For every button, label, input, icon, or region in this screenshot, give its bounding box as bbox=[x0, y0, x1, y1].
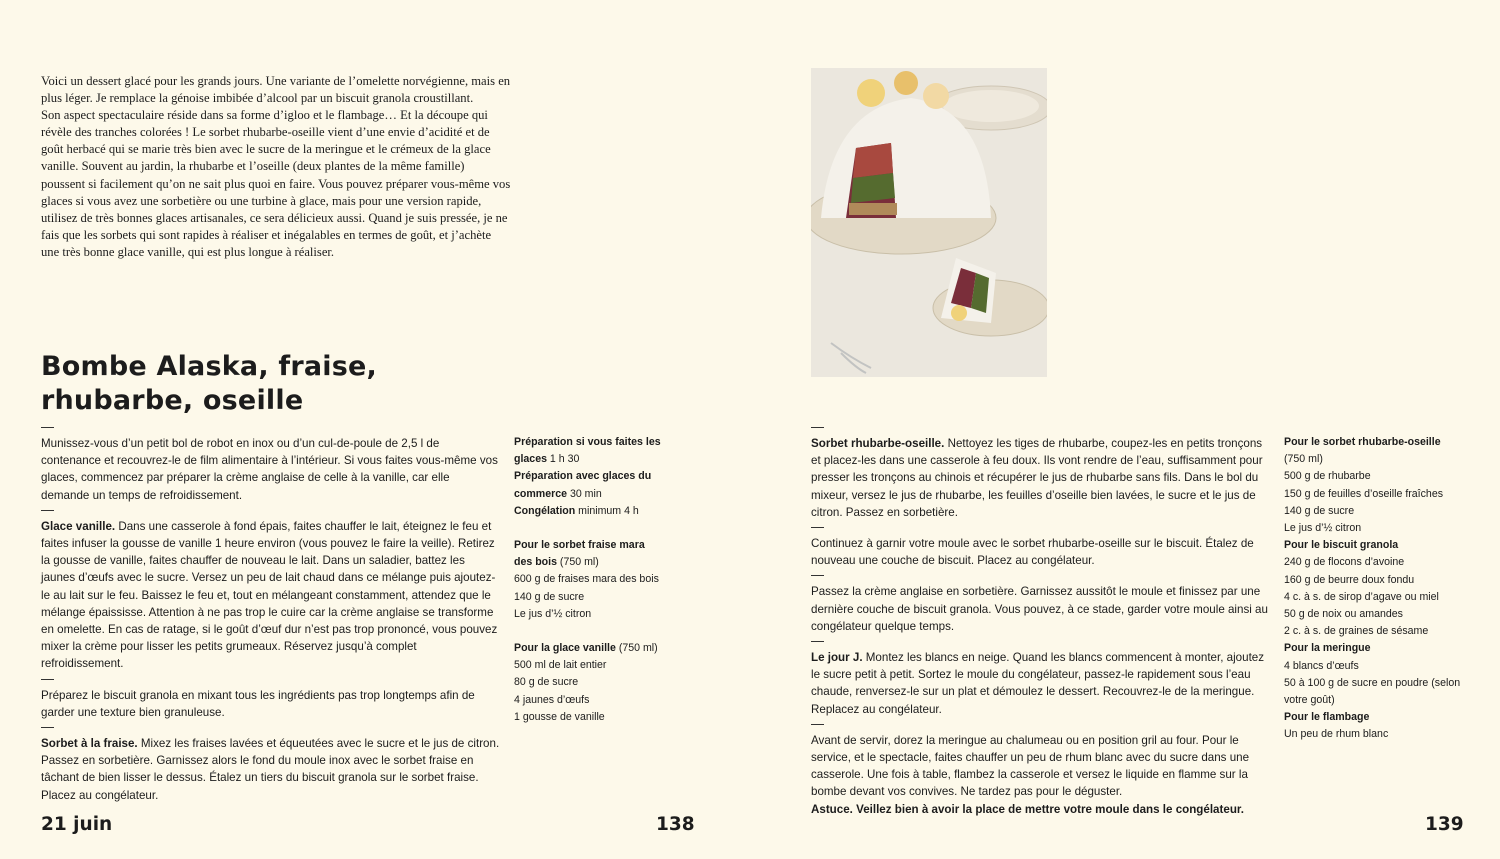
ingredient-item: 80 g de sucre bbox=[514, 676, 579, 689]
ingredient-item: 150 g de feuilles d’oseille fraîches bbox=[1284, 487, 1444, 500]
ingredient-item: Le jus d’½ citron bbox=[514, 607, 592, 620]
ingredient-item: 600 g de fraises mara des bois bbox=[514, 573, 659, 586]
ingredient-item: 50 à 100 g de sucre en poudre (selon votre goût) bbox=[1284, 676, 1461, 707]
ingredient-qty: (750 ml) bbox=[1284, 453, 1323, 466]
intro-paragraph-2: Son aspect spectaculaire réside dans sa forme d’igloo et le flambage… Et la découpe qui révèle des tranches colorées ! Le sorbet rhubarbe-oseille vient d’une envie d’acidité et de goût herbacé qui se marie très bien avec le sucre de la meringue et le crémeux de la glace vanille. Souvent au jardin, la rhubarbe et l’oseille (deux plantes de la même famille) poussent si facilement qu’on ne sait plus quoi en faire. Vous pouvez préparer vous-même vos glaces si vous avez une sorbetière ou une turbine à glace, mais pour une version rapide, utilisez de très bonnes glaces artisanales, ce sera délicieux aussi. Quand je suis pressée, je ne fais que les sorbets qui sont rapides à réaliser et inégalables en termes de goût, et j’achète une très bonne glace vanille, qui est plus longue à réaliser. bbox=[41, 108, 511, 259]
step-vanilla bbox=[41, 518, 501, 673]
label: Préparation si vous faites les glaces bbox=[514, 436, 661, 466]
ingredient-group-rhubarbe bbox=[1284, 434, 1474, 451]
step-heading: Glace vanille. bbox=[41, 519, 116, 533]
intro-text bbox=[41, 73, 511, 261]
left-steps bbox=[41, 421, 501, 804]
ingredient-item: 2 c. à s. de graines de sésame bbox=[1284, 625, 1429, 638]
value: (750 ml) bbox=[556, 556, 599, 569]
label: Pour la glace vanille bbox=[514, 642, 616, 655]
step-heading: Sorbet à la fraise. bbox=[41, 737, 138, 751]
ingredient-item: 140 g de sucre bbox=[1284, 504, 1355, 517]
right-steps bbox=[811, 421, 1273, 818]
ingredient-item: 4 c. à s. de sirop d’agave ou miel bbox=[1284, 590, 1439, 603]
label: Pour le flambage bbox=[1284, 711, 1370, 724]
freeze-time bbox=[514, 503, 664, 520]
divider bbox=[41, 727, 54, 728]
label: Congélation bbox=[514, 504, 576, 517]
value: 1 h 30 bbox=[546, 453, 580, 466]
divider bbox=[41, 510, 54, 511]
intro-paragraph-1: Voici un dessert glacé pour les grands jours. Une variante de l’omelette norvégienne, mais en plus léger. Je remplace la génoise imbibée d’alcool par un biscuit granola croustillant. bbox=[41, 74, 511, 106]
ingredient-item: 140 g de sucre bbox=[514, 590, 585, 603]
divider bbox=[41, 679, 54, 680]
page-number-left: 138 bbox=[656, 814, 695, 835]
divider bbox=[811, 427, 824, 428]
dessert-photo bbox=[811, 68, 1047, 377]
step-text: Montez les blancs en neige. Quand les blancs commencent à monter, ajoutez le sucre petit à petit. Sortez le moule du congélateur, passez-le rapidement sous l’eau chaude, renversez-le sur un plat et démoulez le dessert. Recouvrez-le de la meringue. Replacez au congélateur. bbox=[811, 651, 1265, 716]
tip-text: Astuce. Veillez bien à avoir la place de mettre votre moule dans le congélateur. bbox=[811, 802, 1244, 816]
footer-date: 21 juin bbox=[41, 814, 113, 835]
ingredient-item: 500 ml de lait entier bbox=[514, 659, 607, 672]
divider bbox=[41, 427, 54, 428]
step-rhubarb bbox=[811, 435, 1273, 521]
divider bbox=[811, 575, 824, 576]
ingredient-item: 4 blancs d’œufs bbox=[1284, 659, 1359, 672]
step-strawberry bbox=[41, 735, 501, 804]
prep-time-store bbox=[514, 468, 664, 502]
ingredient-item: Le jus d’½ citron bbox=[1284, 522, 1362, 535]
step-granola: Préparez le biscuit granola en mixant tous les ingrédients pas trop longtemps afin de garder une texture bien granuleuse. bbox=[41, 688, 475, 719]
left-ingredients bbox=[514, 434, 664, 726]
step-text: Nettoyez les tiges de rhubarbe, coupez-les en petits tronçons et placez-les dans une casserole à feu doux. Ils vont rendre de l’eau, suffisamment pour presser les tronçons au chinois et récupérer le jus de rhubarbe sans fils. Dans le bol du mixeur, versez le jus de rhubarbe, les feuilles d’oseille bien lavées, le sucre et le jus de citron. Passez en sorbetière. bbox=[811, 437, 1263, 519]
value: minimum 4 h bbox=[575, 504, 639, 517]
ingredient-item: Un peu de rhum blanc bbox=[1284, 728, 1389, 741]
step-serving: Avant de servir, dorez la meringue au chalumeau ou en position gril au four. Pour le service, et le spectacle, faites chauffer un peu de rhum blanc avec du sucre dans une casserole. Une fois à table, flambez la casserole et versez le liquide en flamme sur la bombe devant vos convives. Ne tardez pas pour le déguster. bbox=[811, 733, 1250, 799]
step-layer: Continuez à garnir votre moule avec le sorbet rhubarbe-oseille sur le biscuit. Étalez de nouveau une couche de biscuit. Placez au congélateur. bbox=[811, 537, 1254, 568]
ingredient-item: 50 g de noix ou amandes bbox=[1284, 608, 1403, 621]
ingredient-item: 160 g de beurre doux fondu bbox=[1284, 573, 1415, 586]
tip bbox=[811, 801, 1273, 818]
step-text: Mixez les fraises lavées et équeutées avec le sucre et le jus de citron. Passez en sorbetière. Garnissez alors le fond du moule inox avec le sorbet fraise en tâchant de bien lisser le dessus. Étalez un tiers du biscuit granola sur le sorbet fraise. Placez au congélateur. bbox=[41, 737, 500, 802]
step-heading: Sorbet rhubarbe-oseille. bbox=[811, 437, 945, 450]
ingredient-group-granola bbox=[1284, 537, 1474, 554]
divider bbox=[811, 641, 824, 642]
ingredient-item: 240 g de flocons d’avoine bbox=[1284, 556, 1405, 569]
label: Préparation avec glaces du commerce bbox=[514, 470, 652, 500]
page-number-right: 139 bbox=[1425, 814, 1464, 835]
ingredient-group-fraise bbox=[514, 537, 664, 571]
value: 30 min bbox=[567, 487, 602, 500]
step-text: Dans une casserole à fond épais, faites chauffer le lait, éteignez le feu et faites infuser la gousse de vanille 1 heure environ (vous pouvez le faire la veille). Retirez la gousse de vanille, faites chauffer de nouveau le lait. Dans un saladier, battez les jaunes d’œufs avec le sucre. Versez un peu de lait chaud dans ce mélange puis ajoutez-le au lait sur le feu. Baissez le feu et, tout en mélangeant constamment, attendez que le mélange épaississe. Attention à ne pas trop le cuire car la crème anglaise se transforme en omelette. En cas de ratage, si le goût d’œuf dur n’est pas trop prononcé, vous pouvez mixer la crème pour lisser les petits grumeaux. Réservez jusqu’à complet refroidissement. bbox=[41, 519, 498, 671]
recipe-title-line-2: rhubarbe, oseille bbox=[41, 385, 304, 416]
ingredient-group-flambage bbox=[1284, 709, 1474, 726]
recipe-title-line-1: Bombe Alaska, fraise, bbox=[41, 351, 377, 382]
label: Pour la meringue bbox=[1284, 642, 1371, 655]
step-day-j bbox=[811, 649, 1273, 718]
label: Pour le sorbet fraise mara des bois bbox=[514, 539, 645, 569]
label: Pour le sorbet rhubarbe-oseille bbox=[1284, 436, 1441, 448]
step-custard: Passez la crème anglaise en sorbetière. Garnissez aussitôt le moule et finissez par une dernière couche de biscuit granola. Vous pouvez, à ce stade, garder votre moule ainsi au congélateur quelque temps. bbox=[811, 585, 1268, 633]
ingredient-group-meringue bbox=[1284, 640, 1474, 657]
ingredient-item: 4 jaunes d’œufs bbox=[514, 693, 590, 706]
step-intro: Munissez-vous d’un petit bol de robot en inox ou d’un cul-de-poule de 2,5 l de contenance et recouvrez-le de film alimentaire à l’intérieur. Si vous faites vous-même vos glaces, commencez par préparer la crème anglaise de celle à la vanille, car elle demande un temps de refroidissement. bbox=[41, 437, 498, 502]
value: (750 ml) bbox=[615, 642, 658, 655]
right-ingredients bbox=[1284, 434, 1474, 744]
bombe-alaska-illustration bbox=[811, 68, 1047, 377]
divider bbox=[811, 527, 824, 528]
recipe-title bbox=[41, 350, 461, 418]
step-heading: Le jour J. bbox=[811, 651, 863, 665]
ingredient-item: 500 g de rhubarbe bbox=[1284, 470, 1371, 483]
ingredient-group-vanille bbox=[514, 640, 664, 657]
divider bbox=[811, 724, 824, 725]
label: Pour le biscuit granola bbox=[1284, 539, 1399, 552]
ingredient-item: 1 gousse de vanille bbox=[514, 710, 605, 723]
prep-time-homemade bbox=[514, 434, 664, 468]
